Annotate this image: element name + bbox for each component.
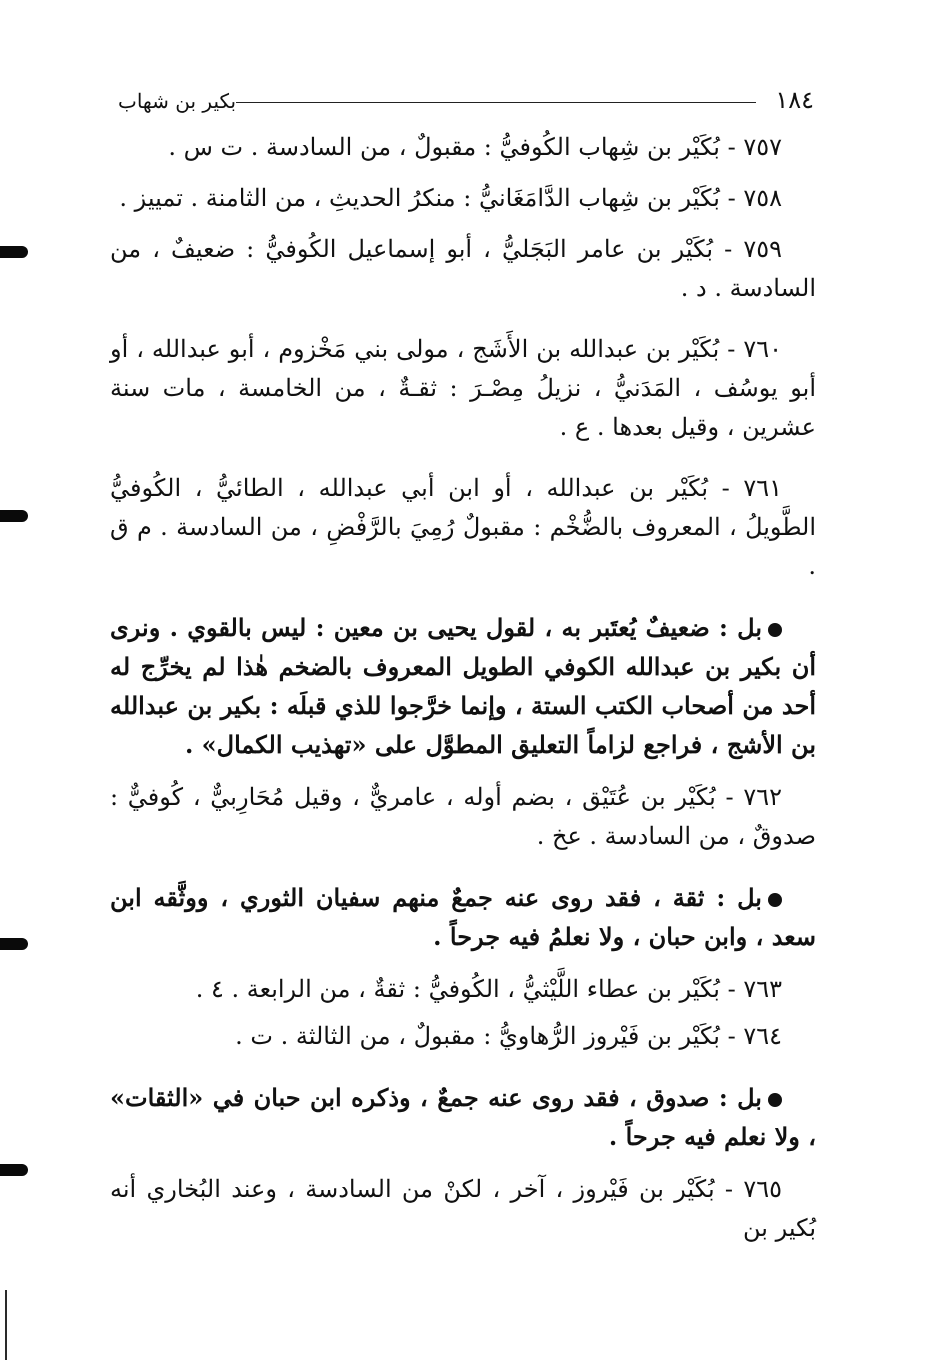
entry-758: ٧٥٨ - بُكَيْر بن شِهاب الدَّامَغَانيُّ : منكرُ الحديثِ ، من الثامنة . تمييز . [119,184,782,212]
entry-757: ٧٥٧ - بُكَيْر بن شِهاب الكُوفيُّ : مقبولٌ ، من السادسة . ت س . [168,133,782,161]
bullet-icon [768,1093,782,1107]
bullet-icon [768,623,782,637]
entry-763: ٧٦٣ - بُكَيْر بن عطاء اللَّيْثيُّ ، الكُوفيُّ : ثقةٌ ، من الرابعة . ٤ . [195,975,782,1003]
scan-edge-line [5,1290,7,1360]
bullet-icon [768,893,782,907]
page-header [118,86,814,116]
scan-edge-mark [0,1164,28,1176]
editor-note-text: بل : صدوق ، فقد روى عنه جمعٌ ، وذكره ابن حبان في «الثقات» ، ولا نعلم فيه جرحاً . [110,1083,816,1151]
scan-edge-mark [0,246,28,258]
running-title: بكير بن شهاب [118,89,237,113]
editor-note-762 [110,878,816,956]
editor-note-764 [110,1078,816,1156]
header-rule [236,102,756,103]
scan-edge-mark [0,510,28,522]
entry-759: ٧٥٩ - بُكَيْر بن عامر البَجَليُّ ، أبو إسماعيل الكُوفيُّ : ضعيفٌ ، من السادسة . د . [110,235,816,302]
editor-note-text: بل : ثقة ، فقد روى عنه جمعٌ منهم سفيان الثوري ، ووثَّقه ابن سعد ، وابن حبان ، ولا نعلمُ فيه جرحاً . [110,883,816,951]
entry-765: ٧٦٥ - بُكَيْر بن فَيْروز ، آخر ، لكنْ من السادسة ، وعند البُخاري أنه بُكير بن [110,1175,816,1242]
entry-760: ٧٦٠ - بُكَيْر بن عبدالله بن الأَشَج ، مولى بني مَخْزوم ، أبو عبدالله ، أو أبو يوسُف ، المَدَنيُّ ، نزيلُ مِصْـرَ : ثقـةٌ ، من الخامسة ، مات سنة عشرين ، وقيل بعدها . ع . [110,335,817,441]
entry-761: ٧٦١ - بُكَيْر بن عبدالله ، أو ابن أبي عبدالله ، الطائيُّ ، الكُوفيُّ الطَّويلُ ، المعروف بالضُّخْم : مقبولٌ رُمِيَ بالرَّفْضِ ، من السادسة . م ق . [110,474,816,580]
scan-edge-mark [0,938,28,950]
entry-764: ٧٦٤ - بُكَيْر بن فَيْروز الرُّهاويُّ : مقبولٌ ، من الثالثة . ت . [235,1022,782,1050]
editor-note-761 [110,608,816,764]
page-body [110,128,816,1260]
page-number: ١٨٤ [775,86,814,114]
editor-note-text: بل : ضعيفٌ يُعتَبر به ، لقول يحيى بن معين : ليس بالقوي . ونرى أن بكير بن عبدالله الكوفي الطويل المعروف بالضخم هٰذا لم يخرِّج له أحد من أصحاب الكتب الستة ، وإنما خرَّجوا للذي قبلَه : بكير بن عبدالله بن الأشج ، فراجع لزاماً التعليق المطوَّل على «تهذيب الكمال» . [110,613,816,759]
entry-762: ٧٦٢ - بُكَيْر بن عُتَيْق ، بضم أوله ، عامريٌّ ، وقيل مُحَارِبيٌّ ، كُوفيٌّ : صدوقٌ ، من السادسة . عخ . [110,783,816,850]
